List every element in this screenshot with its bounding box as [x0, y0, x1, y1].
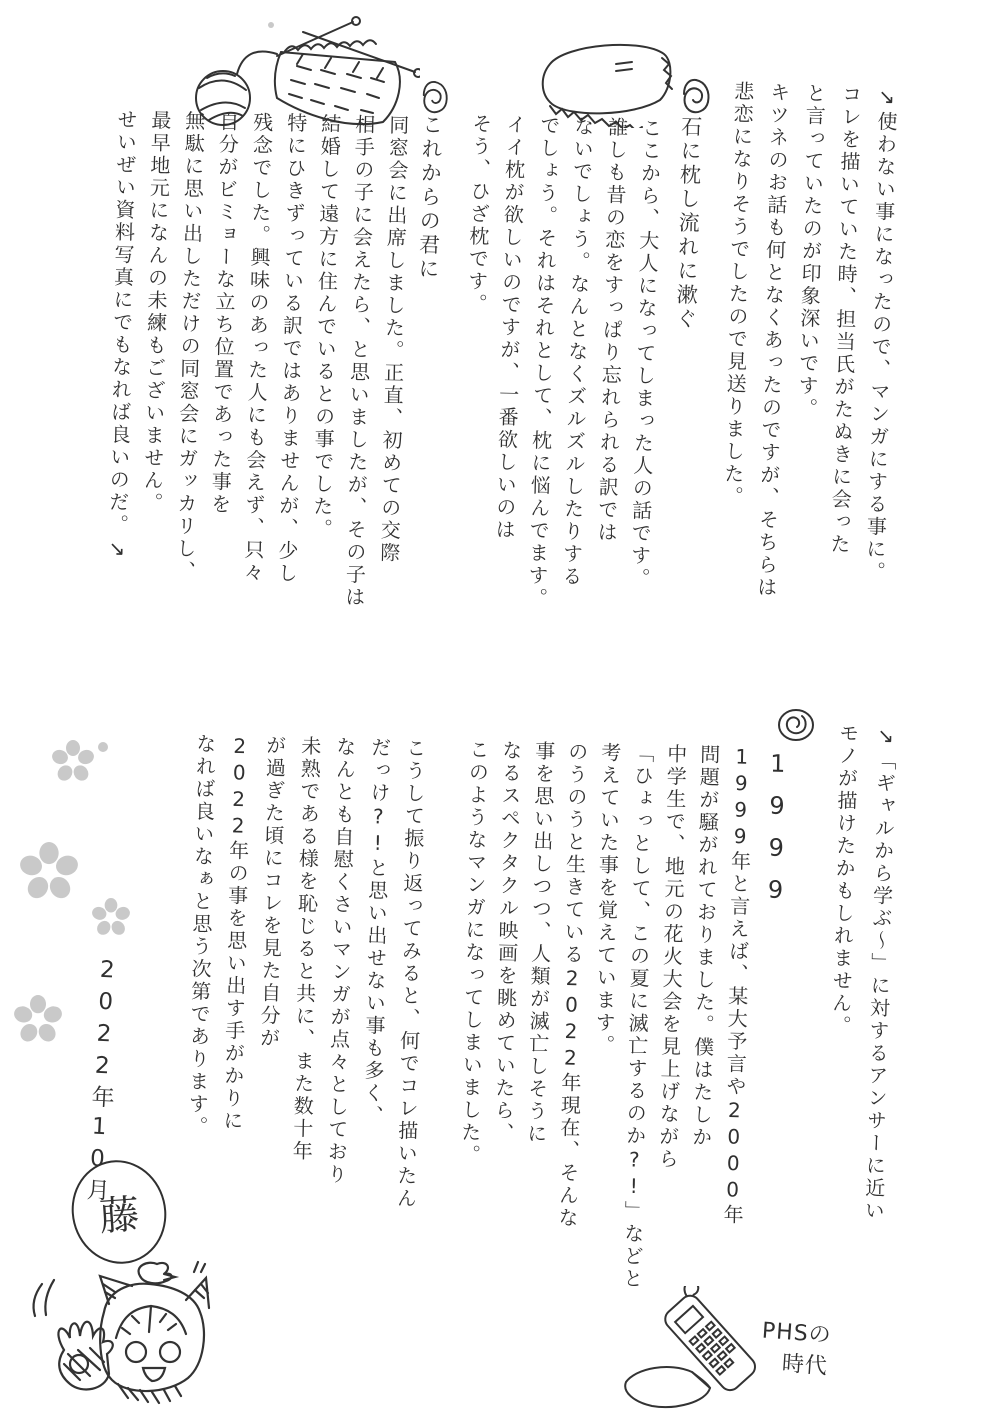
handwritten-text-column: なんとも自慰くさいマンガが点々としており — [323, 735, 358, 1187]
handwritten-text-column: ↘「ギャルから学ぶ〜」に対するアンサーに近い — [860, 723, 899, 1223]
handwritten-text-column: 1999年と言えば、某大予言や2000年 — [719, 744, 755, 1227]
handwritten-text-column: 悲恋になりそうでしたので見送りました。 — [719, 80, 756, 509]
at-spiral-icon — [776, 706, 816, 744]
handwritten-text-column: モノが描けたかもしれません。 — [827, 722, 861, 1038]
pillow-section-paragraph — [451, 113, 668, 613]
handwritten-text-column: 最早地元になんの未練もございません。 — [139, 109, 173, 515]
handwritten-text-column: 残念でした。興味のあった人にも会えず、只々 — [240, 111, 275, 585]
handwritten-text-column: 自分がビミョーな立ち位置であった事を — [207, 110, 241, 517]
phone-caption-line2: 時代 — [781, 1351, 829, 1380]
shell-spiral-icon — [680, 76, 712, 116]
section-heading-stone-pillow: 石に枕し流れに漱ぐ — [673, 115, 704, 332]
handwritten-text-column: 特にひきずっている訳ではありませんが、少し — [274, 112, 309, 586]
handwritten-text-column: ここから、大人になってしまった人の話です。 — [626, 117, 664, 591]
phone-caption-line1: PHSの — [761, 1318, 833, 1349]
handwritten-text-column: キツネのお話も何となくあったのですが、そちらは — [753, 81, 792, 600]
afterword-intro-paragraph — [712, 80, 905, 602]
handwritten-text-column: 無駄に思い出しただけの同窓会にガッカリし、 — [172, 110, 207, 584]
section-heading-to-future-you: これからの君に — [415, 113, 445, 282]
date-text: 2022年10月 — [81, 956, 122, 1208]
handwritten-text-column: 結婚して遠方に住んでいるとの事でした。 — [309, 112, 343, 541]
handwritten-text-column: だっけ?!と思い出せない事も多く、 — [359, 736, 393, 1128]
handwritten-text-column: そう、ひざ枕です。 — [463, 112, 494, 316]
handwritten-text-column: 「ひょっとして、この夏に滅亡するのか?!」などと — [619, 742, 656, 1291]
shell-spiral-icon — [420, 78, 450, 116]
handwritten-text-column: が過ぎた頃にコレを見た自分が — [256, 734, 288, 1050]
handwritten-text-column: 相手の子に会えたら、と思いましたが、その子は — [341, 113, 377, 610]
handwritten-text-column: 問題が騒がれておりました。僕はたしか — [688, 743, 722, 1150]
handwritten-text-column: せいぜい資料写真にでもなれば良いのだ。↘ — [104, 108, 139, 564]
handwritten-text-column: 事を思い出しつつ、人類が滅亡しそうに — [523, 740, 557, 1146]
handwritten-text-column: のうのうと生きている2022年現在、そんな — [554, 740, 590, 1230]
handwritten-text-column: ↘使わない事になったので、マンガにする事に。 — [861, 84, 900, 584]
cushion-doodle — [520, 28, 685, 128]
reunion-section-paragraph — [99, 109, 415, 610]
handwritten-text-column: なれば良いなぁと思う次第であります。 — [184, 732, 218, 1139]
handwritten-text-column: こうして振り返ってみると、何でコレ描いたん — [393, 737, 428, 1211]
handwritten-text-column: コレを描いていた時、担当氏がたぬきに会った — [826, 83, 864, 557]
sakura-petal-decoration — [14, 995, 62, 1043]
handwritten-text-column: でしょう。それはそれとして、枕に悩んでます。 — [524, 114, 562, 611]
author-signature-stamp — [61, 1150, 177, 1274]
handwritten-text-column: ないでしょう。なんとなくズルズルしたりする — [558, 115, 596, 589]
sakura-dot — [98, 742, 108, 752]
section-heading-1999: 1999 — [761, 749, 792, 918]
sakura-petal-decoration — [52, 740, 94, 782]
signature-character: 藤 — [97, 1191, 141, 1240]
phs-phone-doodle — [612, 1286, 782, 1411]
handwritten-text-column: 2022年の事を思い出す手がかりに — [219, 733, 253, 1133]
handwritten-text-column: 未熟である様を恥じると共に、また数十年 — [289, 735, 323, 1164]
handwritten-text-column: 同窓会に出席しました。正直、初めての交際 — [376, 114, 411, 565]
sakura-petal-decoration — [20, 842, 78, 900]
cat-girl-character-doodle — [12, 1258, 212, 1413]
gal-answer-paragraph — [816, 722, 905, 1223]
handwritten-text-column: このようなマンガになってしまいました。 — [457, 738, 491, 1167]
ink-speck — [268, 22, 274, 28]
retrospect-paragraph — [177, 733, 432, 1211]
handwritten-text-column: 考えていた事を覚えています。 — [591, 741, 623, 1058]
year-1999-paragraph — [450, 739, 758, 1293]
handwritten-text-column: なるスペクタクル映画を眺めていたら、 — [490, 739, 524, 1145]
handwritten-text-column: 誰しも昔の恋をすっぱり忘れられる訳では — [593, 116, 630, 545]
handwritten-text-column: イイ枕が欲しいのですが、一番欲しいのは — [491, 113, 528, 542]
handwritten-text-column: と言っていたのが印象深いです。 — [794, 82, 828, 421]
sakura-petal-decoration — [92, 898, 130, 936]
handwritten-text-column: 中学生で、地元の花火大会を見上げながら — [655, 743, 689, 1171]
